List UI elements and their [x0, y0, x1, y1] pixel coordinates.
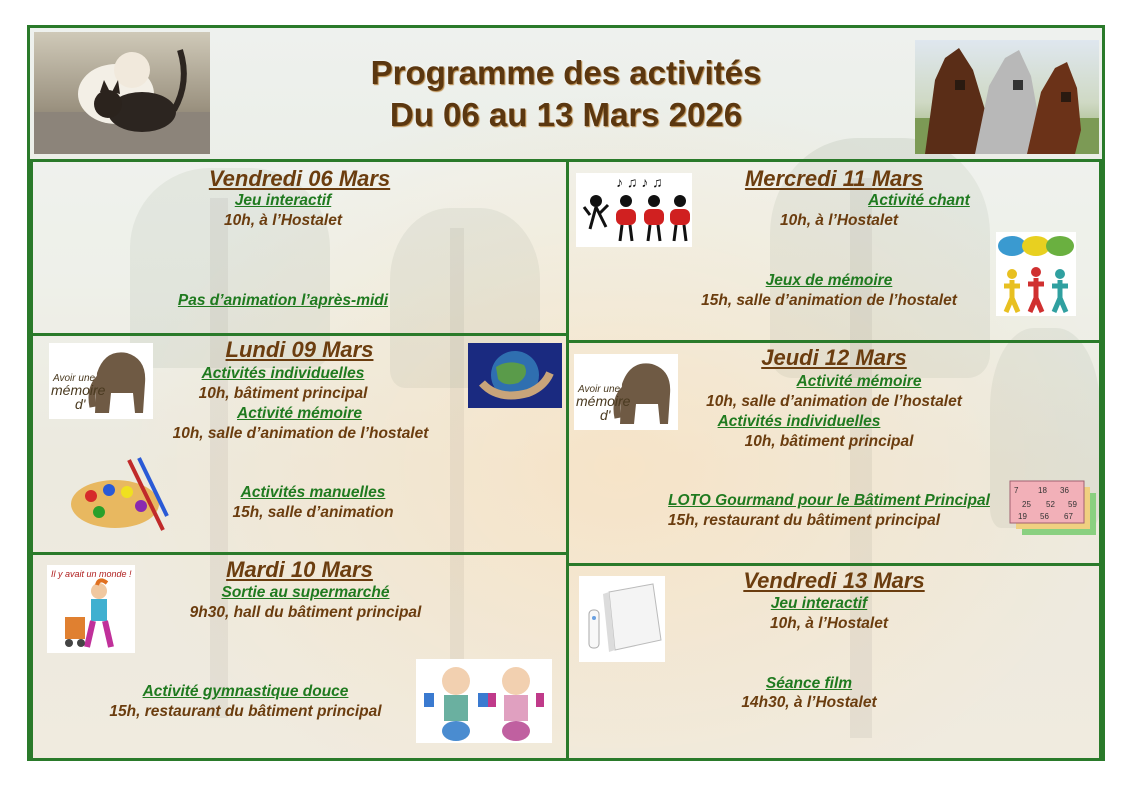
activity-name: Jeux de mémoire [765, 272, 893, 289]
activity-name: Activités individuelles [201, 365, 365, 382]
activity-details: 15h, salle d’animation [232, 504, 394, 521]
activity-details: 15h, restaurant du bâtiment principal [109, 703, 382, 720]
loto-number: 59 [1068, 500, 1077, 509]
activity-details: 15h, salle d’animation de l’hostalet [701, 292, 957, 309]
activity-name: Activité mémoire [796, 373, 922, 390]
day-card-thursday-12 [566, 340, 1102, 566]
activity-details: 10h, à l’Hostalet [223, 212, 342, 229]
svg-text:♪ ♫ ♪ ♫: ♪ ♫ ♪ ♫ [616, 174, 663, 190]
activity-name: Séance film [765, 675, 853, 692]
activity-name: Sortie au supermarché [221, 584, 390, 601]
header [30, 28, 1102, 162]
loto-number: 52 [1046, 500, 1055, 509]
program-sheet [27, 25, 1105, 761]
activity-details: 10h, bâtiment principal [744, 433, 914, 450]
memory-logo-text: mémoire [576, 393, 631, 409]
day-title: Lundi 09 Mars [225, 337, 374, 362]
day-card-friday-13 [566, 563, 1102, 761]
activity-details: 15h, restaurant du bâtiment principal [667, 512, 941, 529]
memory-logo-text: Avoir une [578, 384, 621, 395]
memory-logo-text: d' [600, 407, 611, 423]
day-title: Mardi 10 Mars [226, 557, 373, 582]
day-title: Vendredi 13 Mars [743, 568, 925, 593]
activity-name: Pas d’animation l’après-midi [177, 292, 389, 309]
day-card-monday-09 [30, 333, 569, 555]
day-title: Mercredi 11 Mars [744, 166, 924, 191]
day-title: Jeudi 12 Mars [761, 345, 907, 370]
day-card-tuesday-10 [30, 552, 569, 761]
day-card-friday-06 [30, 159, 569, 336]
memory-logo-text: Avoir une [53, 373, 96, 384]
gymnastics-seniors-image [416, 659, 552, 743]
day-title: Vendredi 06 Mars [208, 166, 391, 191]
activity-details: 14h30, à l’Hostalet [741, 694, 877, 711]
activity-details: 10h, salle d’animation de l’hostalet [706, 393, 962, 410]
loto-number: 7 [1014, 486, 1019, 495]
activity-name: Activités manuelles [240, 484, 386, 501]
activity-details: 10h, à l’Hostalet [769, 615, 888, 632]
loto-number: 18 [1038, 486, 1047, 495]
activity-name: LOTO Gourmand pour le Bâtiment Principal [668, 492, 990, 509]
activity-details: 9h30, hall du bâtiment principal [189, 604, 422, 621]
loto-number: 67 [1064, 512, 1073, 521]
memory-logo-text: mémoire [51, 382, 106, 398]
activity-name: Activité gymnastique douce [142, 683, 349, 700]
loto-number: 25 [1022, 500, 1031, 509]
page-subtitle-dates: Du 06 au 13 Mars 2026 [389, 96, 743, 133]
memory-logo-text: d' [75, 396, 86, 412]
loto-cards-image [1008, 479, 1098, 537]
activity-name: Jeu interactif [770, 595, 868, 612]
shopping-caption: Il y avait un monde ! [51, 569, 132, 579]
activity-details: 10h, bâtiment principal [198, 385, 368, 402]
activity-name: Activités individuelles [717, 413, 881, 430]
day-card-wednesday-11 [566, 159, 1102, 343]
activity-name: Jeu interactif [234, 192, 332, 209]
activity-details: 10h, salle d’animation de l’hostalet [172, 425, 429, 442]
loto-number: 19 [1018, 512, 1027, 521]
activity-name: Activité chant [868, 192, 970, 209]
dog-cat-photo [34, 32, 210, 154]
loto-number: 56 [1040, 512, 1049, 521]
horses-photo [915, 40, 1099, 154]
activity-details: 10h, à l’Hostalet [779, 212, 898, 229]
loto-number: 36 [1060, 486, 1069, 495]
activity-name: Activité mémoire [237, 405, 362, 422]
page-title: Programme des activités [370, 54, 762, 91]
